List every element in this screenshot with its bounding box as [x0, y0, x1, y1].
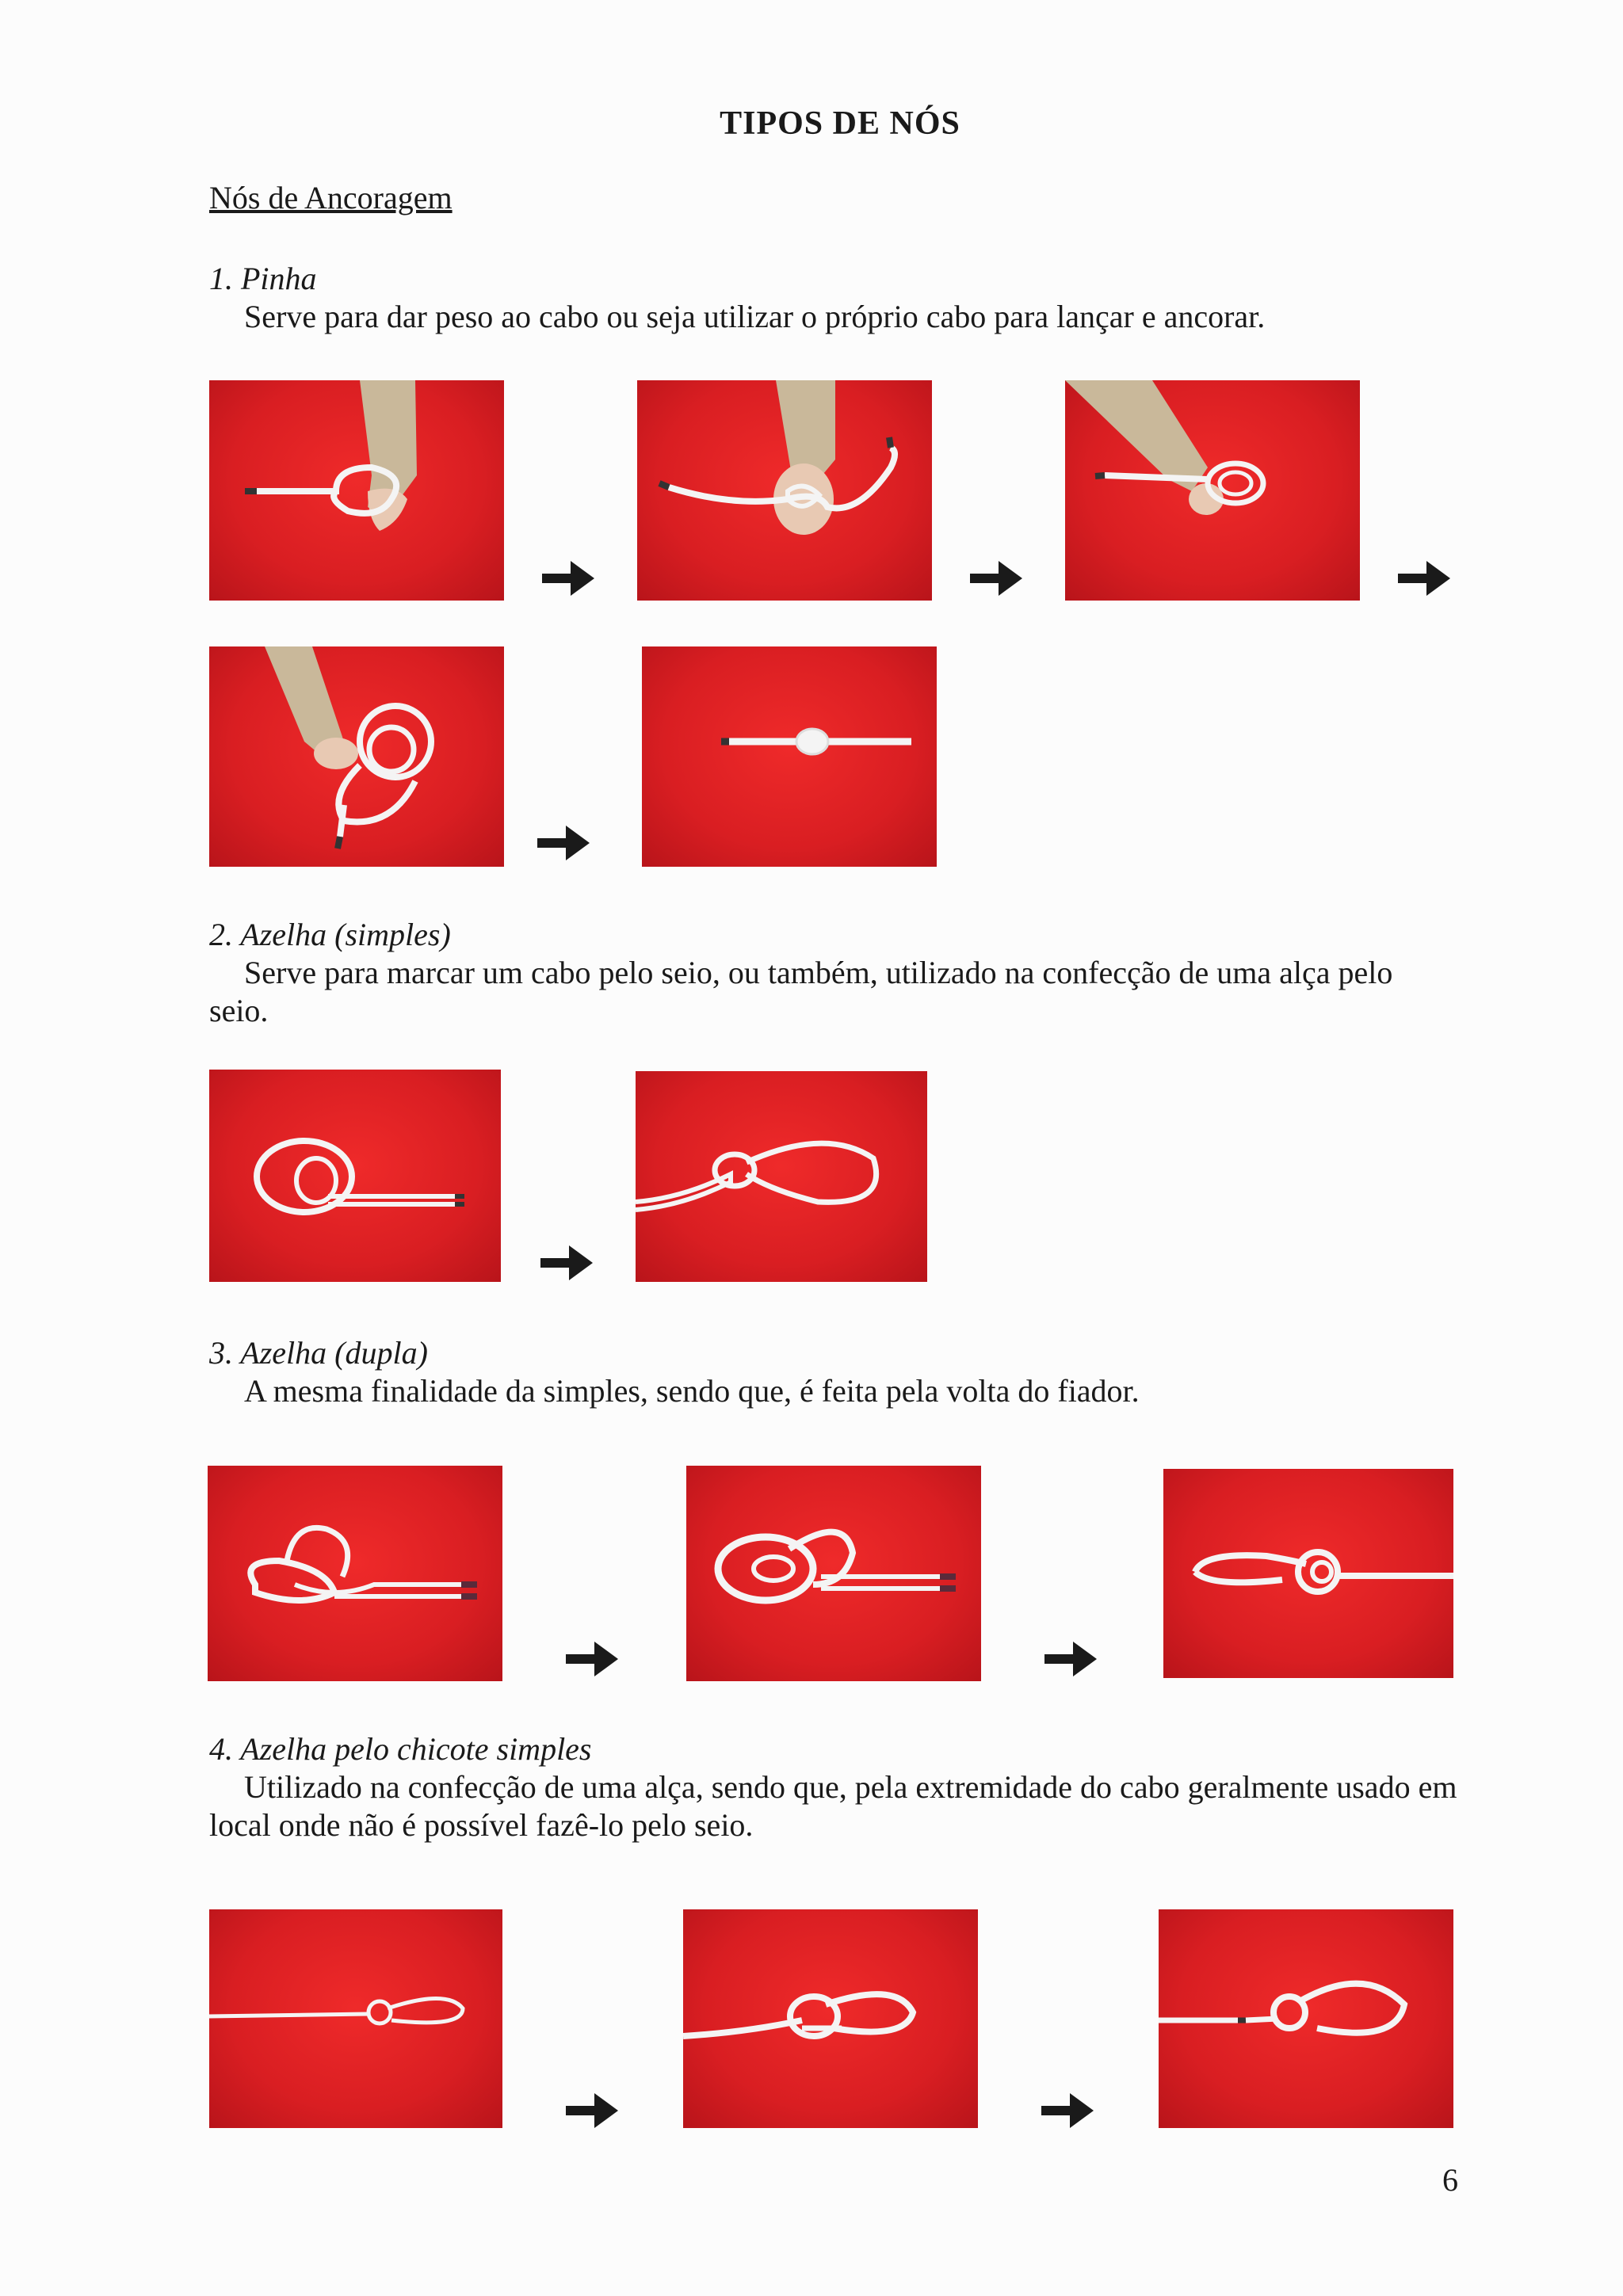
- knot-3-heading: 3. Azelha (dupla): [209, 1335, 428, 1371]
- azelha-chicote-step-3-photo: [1159, 1909, 1453, 2128]
- arrow-right-icon: [564, 1637, 620, 1681]
- knot-1-description: Serve para dar peso ao cabo ou seja utilizar o próprio cabo para lançar e ancorar.: [244, 299, 1266, 334]
- page-title: TIPOS DE NÓS: [720, 105, 960, 142]
- arrow-right-icon: [539, 1241, 594, 1285]
- azelha-chicote-step-2-photo: [683, 1909, 978, 2128]
- pinha-step-1-photo: [209, 380, 504, 601]
- pinha-step-3-photo: [1065, 380, 1360, 601]
- knot-3-description: A mesma finalidade da simples, sendo que, é feita pela volta do fiador.: [244, 1373, 1140, 1409]
- azelha-simples-step-1-photo: [209, 1070, 501, 1282]
- pinha-step-4-photo: [209, 646, 504, 867]
- arrow-right-icon: [968, 556, 1024, 601]
- arrow-right-icon: [1043, 1637, 1098, 1681]
- azelha-dupla-step-3-photo: [1163, 1469, 1453, 1678]
- knot-4-description: Utilizado na confecção de uma alça, sendo que, pela extremidade do cabo geralmente usado em local onde não é possível fazê-lo pelo seio.: [209, 1769, 1457, 1843]
- pinha-step-2-photo: [637, 380, 932, 601]
- knot-4-heading: 4. Azelha pelo chicote simples: [209, 1731, 592, 1767]
- arrow-right-icon: [1396, 556, 1452, 601]
- azelha-dupla-step-1-photo: [208, 1466, 502, 1681]
- azelha-simples-step-2-photo: [636, 1071, 927, 1282]
- arrow-right-icon: [540, 556, 596, 601]
- azelha-chicote-step-1-photo: [209, 1909, 502, 2128]
- azelha-dupla-step-2-photo: [686, 1466, 981, 1681]
- section-title: Nós de Ancoragem: [209, 180, 453, 215]
- knot-1-heading: 1. Pinha: [209, 261, 317, 296]
- arrow-right-icon: [536, 821, 591, 865]
- knot-2-description: Serve para marcar um cabo pelo seio, ou também, utilizado na confecção de uma alça pelo seio.: [209, 955, 1393, 1028]
- page-number: 6: [1442, 2162, 1458, 2198]
- pinha-step-5-photo: [642, 646, 937, 867]
- knot-2-heading: 2. Azelha (simples): [209, 917, 451, 952]
- arrow-right-icon: [564, 2088, 620, 2133]
- arrow-right-icon: [1040, 2088, 1095, 2133]
